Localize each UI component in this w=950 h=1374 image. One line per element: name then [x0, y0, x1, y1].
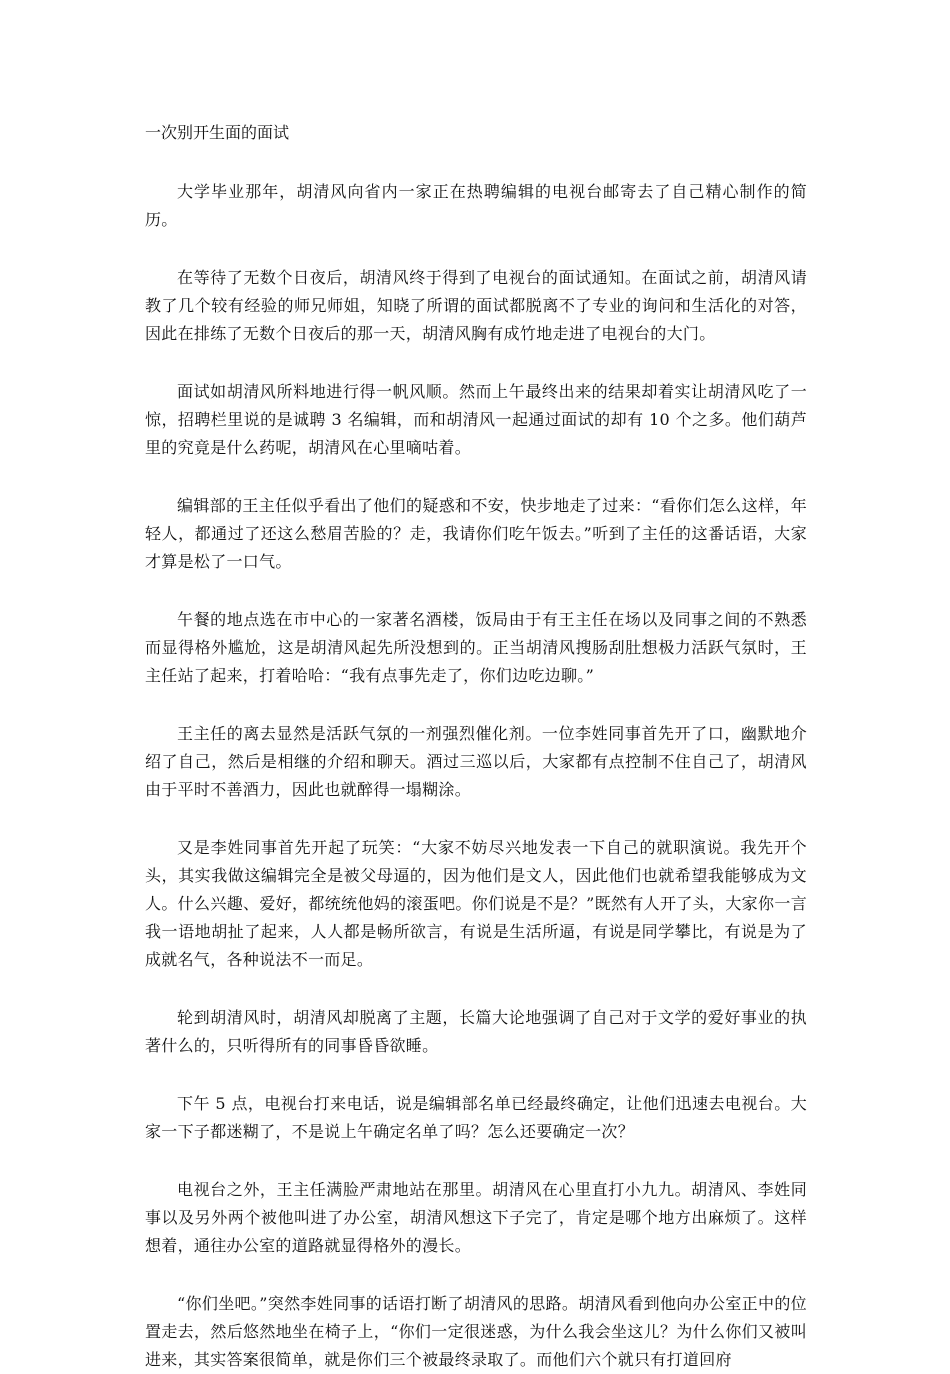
paragraph-11: “你们坐吧。”突然李姓同事的话语打断了胡清风的思路。胡清风看到他向办公室正中的位置走去，然后悠然地坐在椅子上，“你们一定很迷惑，为什么我会坐这儿？为什么你们又被叫进来，其实答案很简单，就是你们三个被最终录取了。而他们六个就只有打道回府	[145, 1294, 807, 1369]
paragraph-6: 王主任的离去显然是活跃气氛的一剂强烈催化剂。一位李姓同事首先开了口，幽默地介绍了自己，然后是相继的介绍和聊天。酒过三巡以后，大家都有点控制不住自己了，胡清风由于平时不善酒力，因此也就醉得一塌糊涂。	[145, 724, 807, 799]
paragraph-7: 又是李姓同事首先开起了玩笑：“大家不妨尽兴地发表一下自己的就职演说。我先开个头，其实我做这编辑完全是被父母逼的，因为他们是文人，因此他们也就希望我能够成为文人。什么兴趣、爱好，都统统他妈的滚蛋吧。你们说是不是？”既然有人开了头，大家你一言我一语地胡扯了起来，人人都是畅所欲言，有说是生活所逼，有说是同学攀比，有说是为了成就名气，各种说法不一而足。	[145, 838, 807, 969]
document-page	[145, 118, 807, 1374]
document-title: 一次别开生面的面试	[145, 123, 290, 142]
paragraph-10: 电视台之外，王主任满脸严肃地站在那里。胡清风在心里直打小九九。胡清风、李姓同事以及另外两个被他叫进了办公室，胡清风想这下子完了，肯定是哪个地方出麻烦了。这样想着，通往办公室的道路就显得格外的漫长。	[145, 1180, 807, 1255]
paragraph-9: 下午 5 点，电视台打来电话，说是编辑部名单已经最终确定，让他们迅速去电视台。大家一下子都迷糊了，不是说上午确定名单了吗？怎么还要确定一次？	[145, 1094, 807, 1141]
paragraph-5: 午餐的地点选在市中心的一家著名酒楼，饭局由于有王主任在场以及同事之间的不熟悉而显得格外尴尬，这是胡清风起先所没想到的。正当胡清风搜肠刮肚想极力活跃气氛时，王主任站了起来，打着哈哈：“我有点事先走了，你们边吃边聊。”	[145, 610, 807, 685]
paragraph-2: 在等待了无数个日夜后，胡清风终于得到了电视台的面试通知。在面试之前，胡清风请教了几个较有经验的师兄师姐，知晓了所谓的面试都脱离不了专业的询问和生活化的对答，因此在排练了无数个日夜后的那一天，胡清风胸有成竹地走进了电视台的大门。	[145, 268, 807, 343]
paragraph-3: 面试如胡清风所料地进行得一帆风顺。然而上午最终出来的结果却着实让胡清风吃了一惊，招聘栏里说的是诚聘 3 名编辑，而和胡清风一起通过面试的却有 10 个之多。他们葫芦里的究竟是什么药呢，胡清风在心里嘀咕着。	[145, 382, 807, 457]
paragraph-1: 大学毕业那年，胡清风向省内一家正在热聘编辑的电视台邮寄去了自己精心制作的简历。	[145, 182, 807, 229]
paragraph-8: 轮到胡清风时，胡清风却脱离了主题，长篇大论地强调了自己对于文学的爱好事业的执著什么的，只听得所有的同事昏昏欲睡。	[145, 1008, 807, 1055]
paragraph-4: 编辑部的王主任似乎看出了他们的疑惑和不安，快步地走了过来：“看你们怎么这样，年轻人，都通过了还这么愁眉苦脸的？走，我请你们吃午饭去。”听到了主任的这番话语，大家才算是松了一口气。	[145, 496, 807, 571]
